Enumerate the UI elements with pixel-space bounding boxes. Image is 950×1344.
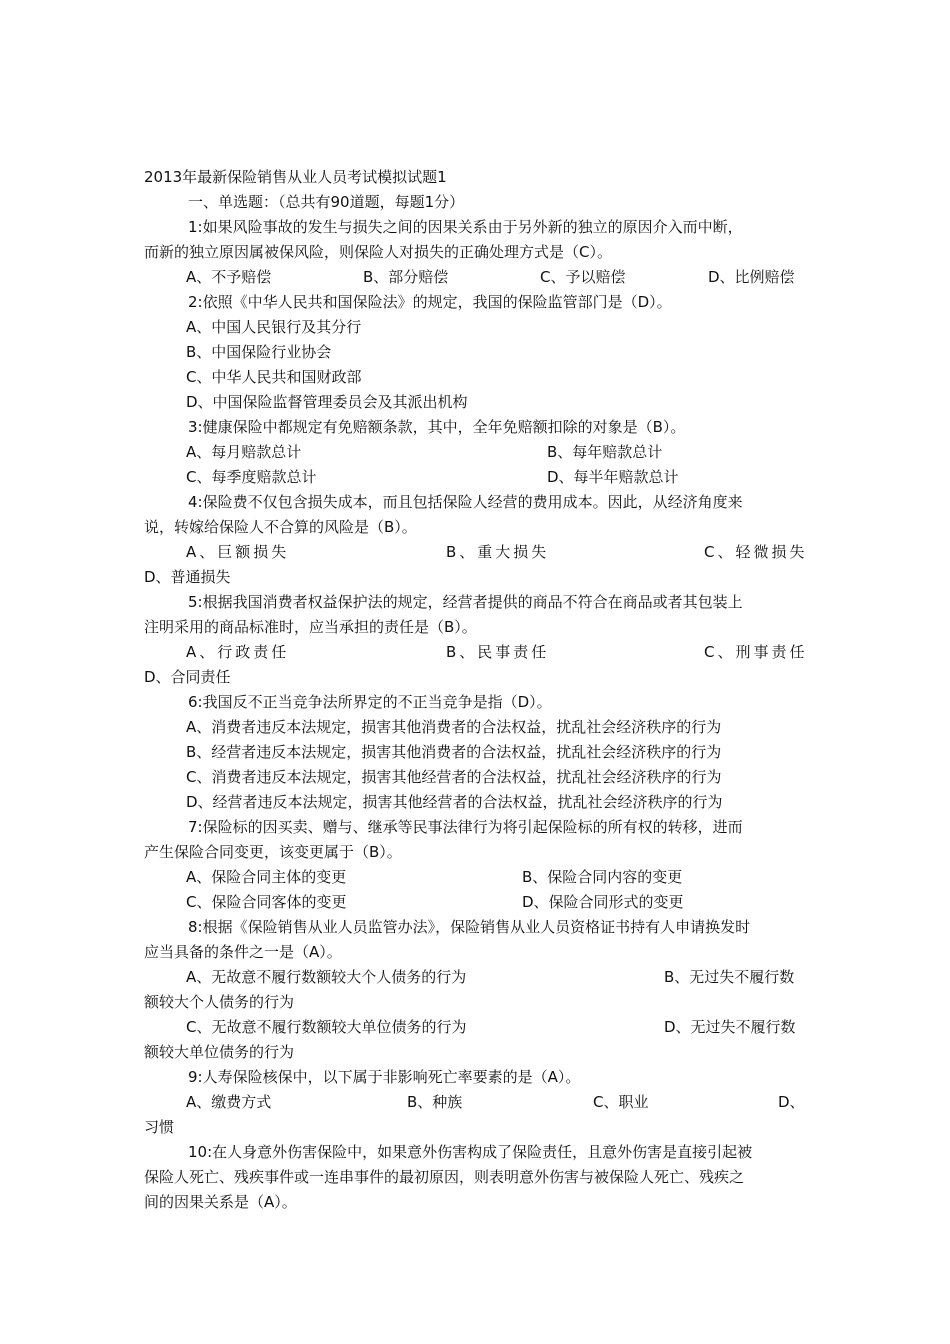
q9-option-c: C、职业 [593,1093,649,1111]
q4-option-b: B、重大损失 [446,543,550,561]
q5-option-c: C、刑事责任 [704,643,808,661]
question-1: 1:如果风险事故的发生与损失之间的因果关系由于另外新的独立的原因介入而中断， [188,218,743,236]
q1-option-d: D、比例赔偿 [708,268,795,286]
q1-option-a: A、不予赔偿 [186,268,272,286]
q3-option-b: B、每年赔款总计 [547,443,663,461]
question-5-cont: 注明采用的商品标准时，应当承担的责任是（B）。 [144,618,477,636]
question-4-cont: 说，转嫁给保险人不合算的风险是（B）。 [144,518,417,536]
q7-option-b: B、保险合同内容的变更 [522,868,683,886]
question-4: 4:保险费不仅包含损失成本，而且包括保险人经营的费用成本。因此，从经济角度来 [188,493,743,511]
q9-option-d-cont: 习惯 [144,1118,175,1136]
question-3: 3:健康保险中都规定有免赔额条款，其中，全年免赔额扣除的对象是（B）。 [188,418,686,436]
q6-option-a: A、消费者违反本法规定，损害其他消费者的合法权益，扰乱社会经济秩序的行为 [186,718,722,736]
q8-option-c: C、无故意不履行数额较大单位债务的行为 [186,1018,467,1036]
q4-option-d: D、普通损失 [144,568,231,586]
question-10-cont-2: 间的因果关系是（A）。 [144,1193,297,1211]
question-9: 9:人寿保险核保中，以下属于非影响死亡率要素的是（A）。 [188,1068,581,1086]
q9-option-b: B、种族 [407,1093,463,1111]
q5-option-d: D、合同责任 [144,668,231,686]
question-10: 10:在人身意外伤害保险中，如果意外伤害构成了保险责任，且意外伤害是直接引起被 [188,1143,753,1161]
q7-option-d: D、保险合同形式的变更 [522,893,684,911]
q4-option-a: A、巨额损失 [186,543,290,561]
q8-option-a: A、无故意不履行数额较大个人债务的行为 [186,968,467,986]
question-2: 2:依照《中华人民共和国保险法》的规定，我国的保险监管部门是（D）。 [188,293,672,311]
question-8: 8:根据《保险销售从业人员监管办法》，保险销售从业人员资格证书持有人申请换发时 [188,918,751,936]
q6-option-d: D、经营者违反本法规定，损害其他经营者的合法权益，扰乱社会经济秩序的行为 [186,793,723,811]
q3-option-c: C、每季度赔款总计 [186,468,317,486]
q8-option-d: D、无过失不履行数 [664,1018,796,1036]
q9-option-d: D、 [778,1093,805,1111]
q7-option-a: A、保险合同主体的变更 [186,868,347,886]
q7-option-c: C、保险合同客体的变更 [186,893,347,911]
q5-option-b: B、民事责任 [446,643,550,661]
q5-option-a: A、行政责任 [186,643,290,661]
q2-option-b: B、中国保险行业协会 [186,343,332,361]
q1-option-c: C、予以赔偿 [540,268,626,286]
section-heading: 一、单选题：（总共有90道题，每题1分） [188,193,465,211]
q2-option-d: D、中国保险监督管理委员会及其派出机构 [186,393,468,411]
q8-option-b: B、无过失不履行数 [664,968,795,986]
q6-option-c: C、消费者违反本法规定，损害其他经营者的合法权益，扰乱社会经济秩序的行为 [186,768,722,786]
question-7: 7:保险标的因买卖、赠与、继承等民事法律行为将引起保险标的所有权的转移，进而 [188,818,743,836]
q8-option-d-cont: 额较大单位债务的行为 [144,1043,295,1061]
question-1-cont: 而新的独立原因属被保风险，则保险人对损失的正确处理方式是（C）。 [144,243,612,261]
question-7-cont: 产生保险合同变更，该变更属于（B）。 [144,843,402,861]
q1-option-b: B、部分赔偿 [363,268,449,286]
question-5: 5:根据我国消费者权益保护法的规定，经营者提供的商品不符合在商品或者其包装上 [188,593,743,611]
q3-option-d: D、每半年赔款总计 [547,468,679,486]
q3-option-a: A、每月赔款总计 [186,443,302,461]
question-8-cont: 应当具备的条件之一是（A）。 [144,943,342,961]
q4-option-c: C、轻微损失 [704,543,808,561]
question-10-cont-1: 保险人死亡、残疾事件或一连串事件的最初原因，则表明意外伤害与被保险人死亡、残疾之 [144,1168,745,1186]
q9-option-a: A、缴费方式 [186,1093,272,1111]
q8-option-b-cont: 额较大个人债务的行为 [144,993,295,1011]
question-6: 6:我国反不正当竞争法所界定的不正当竞争是指（D）。 [188,693,552,711]
doc-title: 2013年最新保险销售从业人员考试模拟试题1 [144,168,447,186]
q2-option-a: A、中国人民银行及其分行 [186,318,362,336]
q6-option-b: B、经营者违反本法规定，损害其他消费者的合法权益，扰乱社会经济秩序的行为 [186,743,722,761]
q2-option-c: C、中华人民共和国财政部 [186,368,362,386]
